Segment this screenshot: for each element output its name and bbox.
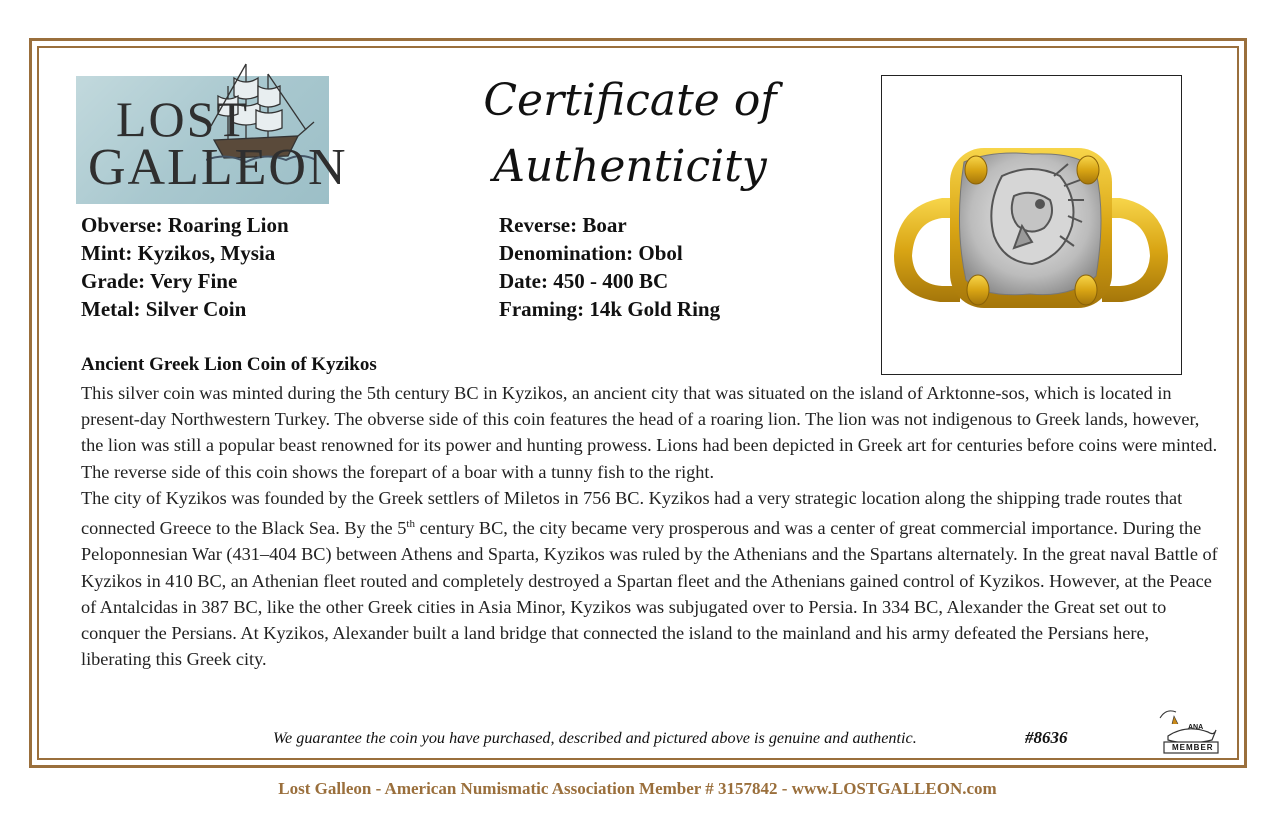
paragraph-2-part-2: century BC, the city became very prosperous and was a center of great commercial importance. During the Peloponnesian War (431–404 BC) between Athens and Sparta, Kyzikos was ruled by the Athenians and the Spartans alternately. In the great naval Battle of Kyzikos in 410 BC, an Athenian fleet routed and completely destroyed a Spartan fleet and the Athenians gained control of Kyzikos. However, at the Peace of Antalcidas in 387 BC, like the other Greek cities in Asia Minor, Kyzikos was subjugated over to Persia. In 334 BC, Alexander the Great set out to conquer the Persians. At Kyzikos, Alexander built a land bridge that connected the island to the mainland and his army defeated the Persians here, liberating this Greek city. (81, 518, 1218, 670)
footer-line: Lost Galleon - American Numismatic Association Member # 3157842 - www.LOSTGALLEON.com (278, 779, 997, 798)
lost-galleon-logo (76, 76, 348, 204)
logo-text-lost: LOST (116, 91, 249, 147)
spec-metal: Metal: Silver Coin (81, 297, 247, 321)
guarantee-statement: We guarantee the coin you have purchased, described and pictured above is genuine and authentic. (273, 729, 917, 747)
title-line-2: Authenticity (493, 141, 767, 192)
ana-member-label: MEMBER (1172, 743, 1214, 752)
coin-description (81, 380, 1221, 672)
spec-reverse: Reverse: Boar (499, 213, 627, 237)
spec-mint: Mint: Kyzikos, Mysia (81, 241, 276, 265)
specs-left (81, 211, 289, 323)
ana-label: ANA (1188, 724, 1204, 731)
spec-date: Date: 450 - 400 BC (499, 269, 669, 293)
paragraph-1: This silver coin was minted during the 5th century BC in Kyzikos, an ancient city that was situated on the island of Arktonne-sos, which is located in present-day Northwestern Turkey. The obverse side of this coin features the head of a roaring lion. The lion was not indigenous to Greek lands, however, the lion was still a popular beast renowned for its power and hunting prowess. Lions had been depicted in Greek art for centuries before coins were minted. The reverse side of this coin shows the forepart of a boar with a tunny fish to the right. (81, 383, 1218, 482)
spec-denomination: Denomination: Obol (499, 241, 683, 265)
coin-ring-photo (881, 75, 1182, 375)
logo-text-galleon: GALLEON (88, 139, 348, 196)
certificate-number: #8636 (1025, 728, 1068, 747)
title-line-1: Certificate of (483, 75, 777, 126)
paragraph-2 (81, 485, 1221, 673)
certificate-title (440, 68, 820, 200)
spec-grade: Grade: Very Fine (81, 269, 238, 293)
coin-heading: Ancient Greek Lion Coin of Kyzikos (81, 354, 377, 375)
ana-member-badge (1152, 706, 1222, 756)
coin-ring-image (882, 76, 1180, 373)
spec-obverse: Obverse: Roaring Lion (81, 213, 289, 237)
spec-framing: Framing: 14k Gold Ring (499, 297, 721, 321)
specs-right (499, 211, 720, 323)
ordinal-suffix: th (406, 518, 415, 531)
paragraph-2-part-1: The city of Kyzikos was founded by the Greek settlers of Miletos in 756 BC. Kyzikos had a very strategic location along the shipping trade routes that connected Greece to the Black Sea. By the 5 (81, 487, 1183, 539)
